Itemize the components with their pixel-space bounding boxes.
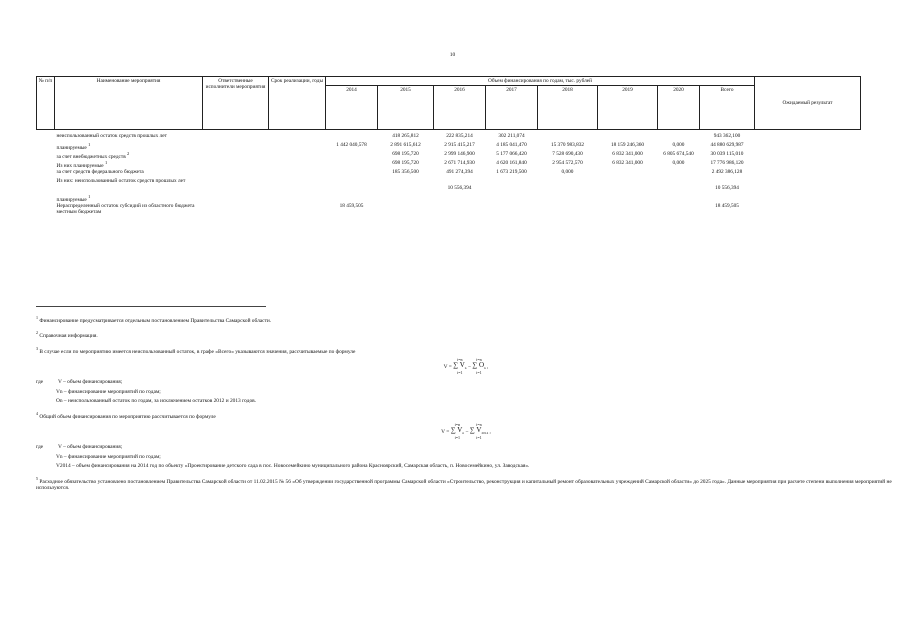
cell-value: 18 459,505 [339,203,364,210]
cell-value: 302 211,074 [498,133,525,140]
cell-value [326,151,378,160]
cell-value: 4 185 041,470 [496,142,527,149]
cell-value: 44 880 629,987 [710,142,744,149]
cell-value [598,203,658,215]
header-funding: Объем финансирования по годам, тыс. рублей [326,77,755,86]
footnote-3: $^3$ В случае если по мероприятию имеется неиспользованный остаток, в графе «Всего» указываются значения, рассчитываемые по формуле [36,345,356,355]
cell-value [658,130,700,143]
table-row [37,151,861,160]
header-year: 2019 [598,86,658,130]
funding-table [36,76,861,215]
cell-value: 10 556,394 [715,185,739,192]
cell-value: 1 673 219,500 [496,169,527,176]
row-name: Нераспределенный остаток субсидий из областного бюджета местным бюджетам [56,203,195,216]
cell-value: 6 832 341,000 [612,151,643,158]
cell-value: 7 528 690,430 [552,151,583,158]
cell-value [326,130,378,143]
cell-value [378,203,434,215]
cell-value [598,169,658,178]
cell-value [486,178,538,194]
cell-value [598,178,658,194]
footnote-1: $^1$ Финансирование предусматривается отдельным постановлением Правительства Самарской области. [36,315,272,324]
cell-value [326,178,378,194]
cell-value: 6 805 674,540 [663,151,694,158]
page-number: 10 [449,52,456,58]
cell-value: 18 459,505 [715,203,739,210]
footnote-2: $^2$ Справочная информация. [36,330,98,340]
header-result: Ожидаемый результат [755,77,861,130]
cell-value: 2 492 386,128 [711,169,743,176]
cell-value [538,178,598,194]
cell-value: 17 776 986,120 [710,160,744,167]
cell-value: 0,000 [672,160,685,167]
cell-value [538,203,598,215]
cell-value: 5 177 066,420 [496,151,527,158]
cell-value: 185 356,500 [392,169,419,176]
header-year: 2020 [658,86,700,130]
table-row [37,142,861,151]
row-name: планируемые $^1$ [56,142,91,151]
table-row [37,178,861,194]
cell-value [598,130,658,143]
cell-value: 2 915 415,217 [444,142,475,149]
cell-value: 1 442 040,578 [336,142,367,149]
footnote-5: $^5$ Расходное обязательство установлено постановлением Правительства Самарской области от 11.02.2015 № 56 «Об утверждении государственной программы Самарской области «Строительство, реконструкция и капитальный ремонт образовательных учреждений Самарской области» до 2025 года». Данные мероприятия при расчете степени выполнения мероприятий не используются. [36,475,892,491]
cell-value [378,178,434,194]
header-name: Наименование мероприятия [55,77,203,130]
cell-value: 0,000 [672,142,685,149]
cell-value: 2 671 714,930 [444,160,475,167]
table-row [37,194,861,203]
cell-value: 698 195,720 [392,160,419,167]
table-row [37,130,861,143]
cell-value [486,203,538,215]
table-row [37,160,861,169]
row-name: за счет внебюджетных средств $^2$ [56,151,130,160]
cell-value: 418 265,812 [392,133,419,140]
cell-value: 491 274,394 [446,169,473,176]
footnote-4: $^4$ Общий объем финансирования по мероприятию рассчитывается по формуле [36,410,216,420]
row-name: планируемые $^1$ [56,194,91,203]
cell-value [326,169,378,178]
row-name: неиспользованный остаток средств прошлых лет [56,133,167,140]
cell-value: 0,000 [561,169,574,176]
cell-value: 15 370 983,832 [550,142,585,149]
header-year: 2015 [378,86,434,130]
row-name: за счет средств федерального бюджета [56,169,144,176]
cell-value: 30 039 115,010 [710,151,744,158]
header-period: Срок реализации, годы [269,77,326,130]
header-year: 2016 [434,86,486,130]
cell-value [658,169,700,178]
cell-value: 222 835,214 [446,133,473,140]
formula-3: V = i=n ∑ $V_n$ i=1 − i=n ∑ $O_n$ i=1 , [443,356,489,375]
cell-value [538,130,598,143]
header-year: 2018 [538,86,598,130]
cell-value: 2 954 572,570 [552,160,583,167]
cell-value [658,203,700,215]
table-row [37,169,861,178]
cell-value: 10 556,394 [447,185,472,192]
footnotes: $^1$ Финансирование предусматривается отдельным постановлением Правительства Самарской области. $^2$ Справочная информация. $^3$ В случае если по мероприятию имеется неиспользованный остаток, в графе «Всего» указываются значения, рассчитываемые по формуле V = i=n ∑ $V_n$ i=1 − i=n ∑ $O_n$ i=1 , где V – объем финансирования; Vn – финансирование мероприятий по годам; On – неиспользованный остаток по годам, за исключением остатков 2012 и 2013 годов. $^4$ Общий объем финансирования по мероприятию рассчитывается по формуле V = i=n ∑ $V_n$ i=1 − i=n ∑ $V_{2014}$ i=1 , где V – объем финансирования; Vn – финансирование мероприятий по годам; V2014 – объем финансирования на 2014 год по объекту «Проектирование детского сада в пос. Новосемейкино муниципального района Красноярский, Самарская область, п. Новосемейкино, ул. Заводская». $^5$ Расходное обязательство установлено постановлением Правительства Самарской области от 11.02.2015 № 56 «Об утверждении государственной программы Самарской области «Строительство, реконструкция и капитальный ремонт образовательных учреждений Самарской области» до 2025 года». Данные мероприятия при расчете степени выполнения мероприятий не используются. [36,316,896,498]
header-year: 2017 [486,86,538,130]
row-name: Из них планируемые $^1$ [56,160,108,169]
cell-value: 943 362,100 [713,133,741,140]
cell-value: 2 891 615,612 [390,142,421,149]
cell-value: 6 832 341,000 [612,160,643,167]
footnote-separator [36,306,266,307]
cell-value: 18 159 246,360 [610,142,645,149]
cell-value: 698 195,720 [392,151,419,158]
header-responsible: Ответственные исполнители мероприятия [203,77,269,130]
header-num: № п/п [37,77,55,130]
formula-4: V = i=n ∑ $V_n$ i=1 − i=n ∑ $V_{2014}$ i=1 , [441,421,491,440]
header-year: 2014 [326,86,378,130]
table-row [37,203,861,215]
row-name: Из них: неиспользованный остаток средств прошлых лет [56,178,186,185]
header-total: Всего [700,86,755,130]
cell-value: 2 999 146,900 [444,151,475,158]
cell-value [658,178,700,194]
cell-value [434,203,486,215]
cell-value: 4 620 161,840 [496,160,527,167]
cell-value [326,160,378,169]
